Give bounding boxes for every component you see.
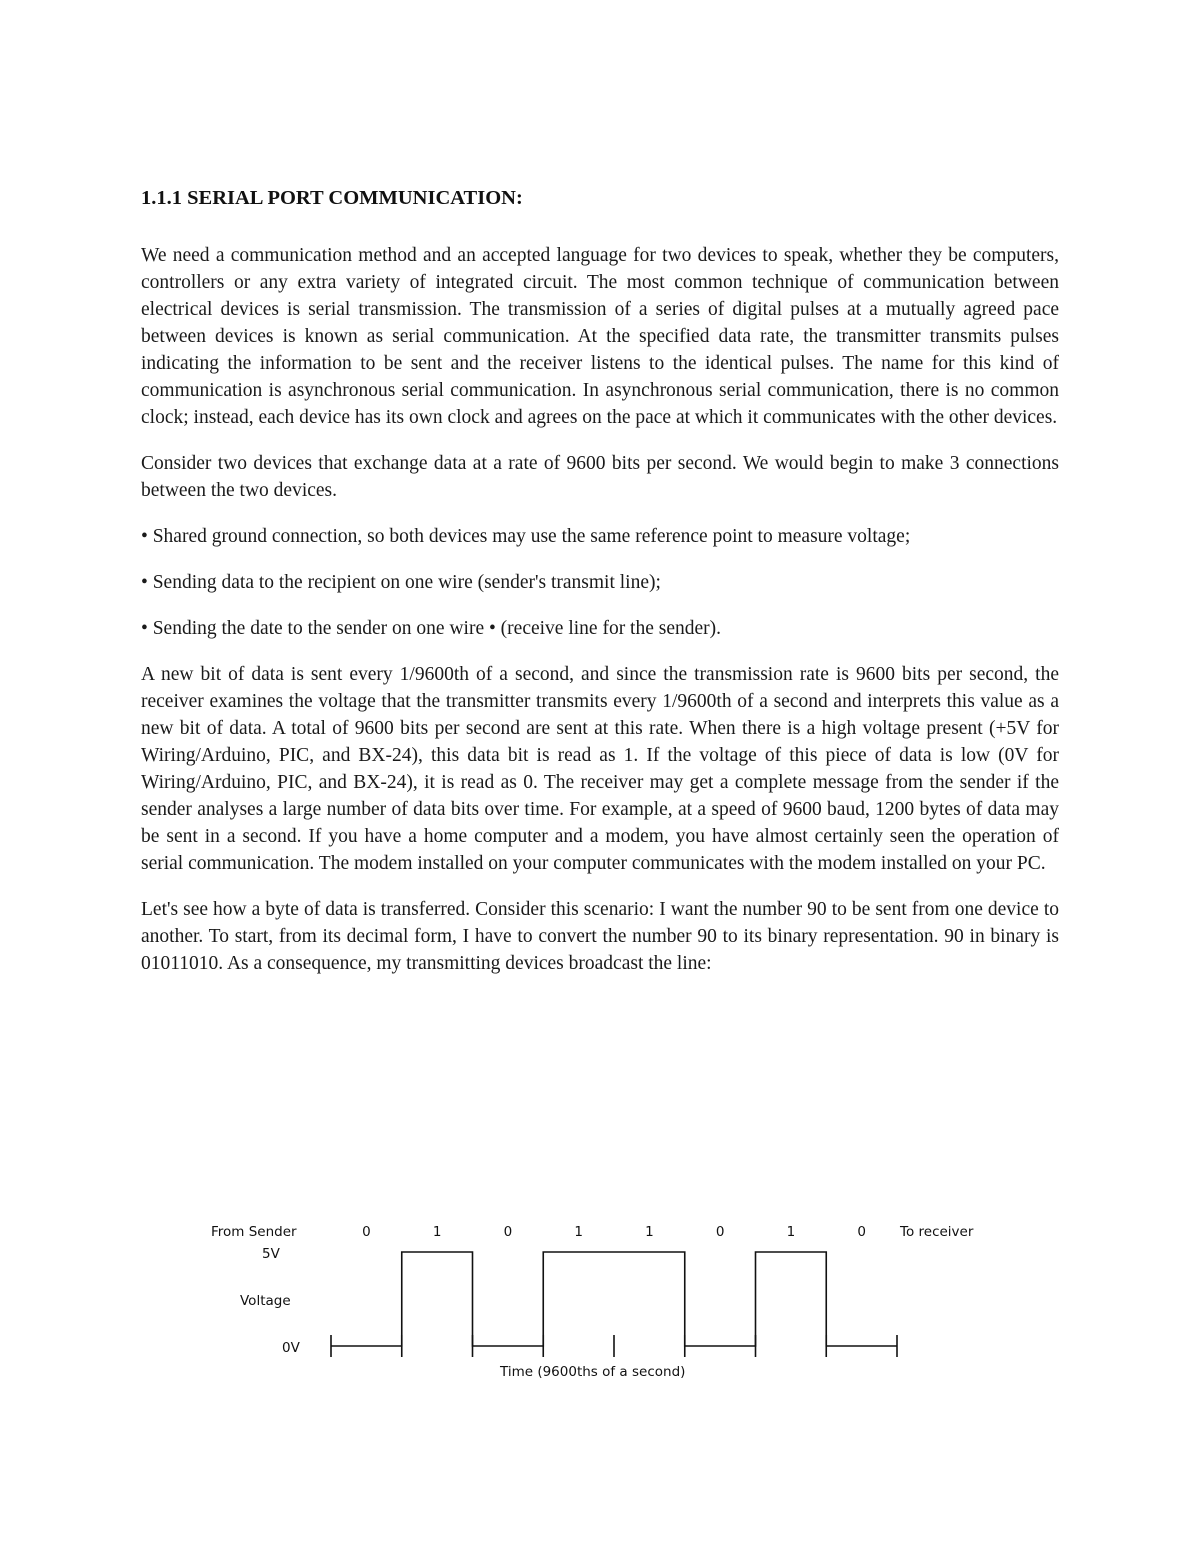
from-sender-label: From Sender <box>211 1224 297 1240</box>
to-receiver-label: To receiver <box>900 1224 974 1240</box>
bit-label: 1 <box>786 1224 796 1240</box>
bullet-receive: • Sending the date to the sender on one wire • (receive line for the sender). <box>141 618 722 639</box>
section-heading: 1.1.1 SERIAL PORT COMMUNICATION: <box>141 187 523 209</box>
paragraph-bit-rate: A new bit of data is sent every 1/9600th of a second, and since the transmission rate is 9600 bits per second, the receiver examines the voltage that the transmitter transmits every 1/9600th of a second and interprets this value as a new bit of data. A total of 9600 bits per second are sent at this rate. When there is a high voltage present (+5V for Wiring/Arduino, PIC, and BX-24), this data bit is read as 1. If the voltage of this piece of data is low (0V for Wiring/Arduino, PIC, and BX-24), it is read as 0. The receiver may get a complete message from the sender if the sender analyses a large number of data bits over time. For example, at a speed of 9600 baud, 1200 bytes of data may be sent in a second. If you have a home computer and a modem, you have almost certainly seen the operation of serial communication. The modem installed on your computer communicates with the modem installed on your PC. <box>141 664 1059 874</box>
bit-label: 1 <box>432 1224 442 1240</box>
bit-label: 1 <box>574 1224 583 1240</box>
document-body <box>141 182 1059 996</box>
high-voltage-label: 5V <box>262 1246 280 1262</box>
bit-label: 0 <box>362 1224 371 1240</box>
bit-label: 0 <box>857 1224 866 1240</box>
paragraph-connections: Consider two devices that exchange data at a rate of 9600 bits per second. We would begin to make 3 connections between the two devices. <box>141 453 1059 501</box>
bullet-transmit: • Sending data to the recipient on one wire (sender's transmit line); <box>141 572 661 593</box>
waveform <box>331 1252 897 1357</box>
time-axis-label: Time (9600ths of a second) <box>500 1364 686 1380</box>
voltage-axis-label: Voltage <box>240 1293 291 1309</box>
serial-signal-diagram <box>200 1215 1020 1390</box>
bit-label: 0 <box>715 1224 725 1240</box>
signal-line <box>331 1252 897 1346</box>
low-voltage-label: 0V <box>282 1340 300 1356</box>
paragraph-byte-transfer: Let's see how a byte of data is transferred. Consider this scenario: I want the number 90 to be sent from one device to another. To start, from its decimal form, I have to convert the number 90 to its binary representation. 90 in binary is 01011010. As a consequence, my transmitting devices broadcast the line: <box>141 899 1059 974</box>
paragraph-intro: We need a communication method and an accepted language for two devices to speak, whether they be computers, controllers or any extra variety of integrated circuit. The most common technique of communication between electrical devices is serial transmission. The transmission of a series of digital pulses at a mutually agreed pace between devices is known as serial communication. At the specified data rate, the transmitter transmits pulses indicating the information to be sent and the receiver listens to the identical pulses. The name for this kind of communication is asynchronous serial communication. In asynchronous serial communication, there is no common clock; instead, each device has its own clock and agrees on the pace at which it communicates with the other devices. <box>141 245 1059 428</box>
bit-labels <box>362 1224 866 1240</box>
bit-label: 0 <box>503 1224 513 1240</box>
bit-label: 1 <box>645 1224 654 1240</box>
bullet-ground: • Shared ground connection, so both devices may use the same reference point to measure voltage; <box>141 526 911 547</box>
